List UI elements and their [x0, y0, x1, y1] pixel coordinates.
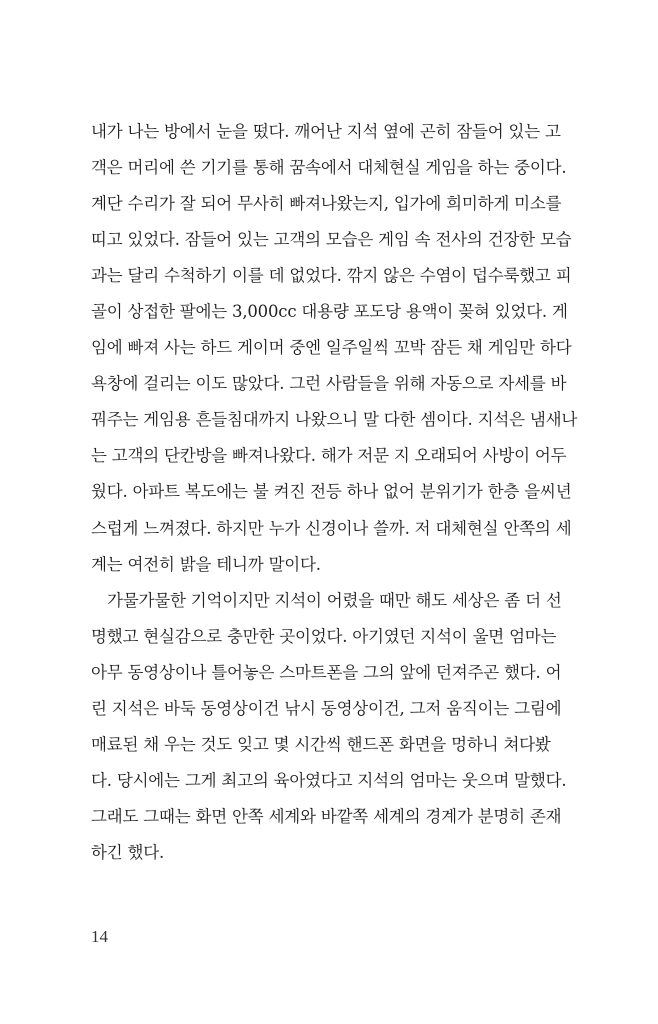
text-line: 웠다. 아파트 복도에는 불 켜진 전등 하나 없어 분위기가 한층 을씨년	[91, 482, 572, 502]
text-line: 다. 당시에는 그게 최고의 육아였다고 지석의 엄마는 웃으며 말했다.	[91, 770, 567, 790]
text-line: 매료된 채 우는 것도 잊고 몇 시간씩 핸드폰 화면을 멍하니 쳐다봤	[91, 734, 551, 754]
paragraph-2	[91, 583, 567, 871]
text-line: 명했고 현실감으로 충만한 곳이었다. 아기였던 지석이 울면 엄마는	[91, 626, 557, 646]
text-line: 임에 빠져 사는 하드 게이머 중엔 일주일씩 꼬박 잠든 채 게임만 하다	[91, 338, 572, 358]
body-text	[91, 114, 578, 871]
text-line: 욕창에 걸리는 이도 많았다. 그런 사람들을 위해 자동으로 자세를 바	[91, 374, 567, 394]
text-line: 스럽게 느껴졌다. 하지만 누가 신경이나 쓸까. 저 대체현실 안쪽의 세	[91, 518, 572, 538]
text-line: 계는 여전히 밝을 테니까 말이다.	[91, 554, 321, 574]
text-line: 꿔주는 게임용 흔들침대까지 나왔으니 말 다한 셈이다. 지석은 냄새나	[91, 410, 578, 430]
text-line: 내가 나는 방에서 눈을 떴다. 깨어난 지석 옆에 곤히 잠들어 있는 고	[91, 122, 561, 141]
text-line: 객은 머리에 쓴 기기를 통해 꿈속에서 대체현실 게임을 하는 중이다.	[91, 158, 567, 178]
text-line: 골이 상접한 팔에는 3,000cc 대용량 포도당 용액이 꽂혀 있었다. 게	[91, 302, 568, 322]
paragraph-1	[91, 114, 578, 583]
text-line: 계단 수리가 잘 되어 무사히 빠져나왔는지, 입가에 희미하게 미소를	[91, 194, 562, 214]
text-line: 그래도 그때는 화면 안쪽 세계와 바깥쪽 세계의 경계가 분명히 존재	[91, 806, 562, 826]
text-line: 는 고객의 단칸방을 빠져나왔다. 해가 저문 지 오래되어 사방이 어두	[91, 446, 567, 466]
page-number: 14	[91, 927, 108, 946]
text-line: 가물가물한 기억이지만 지석이 어렸을 때만 해도 세상은 좀 더 선	[107, 590, 562, 610]
text-line: 띠고 있었다. 잠들어 있는 고객의 모습은 게임 속 전사의 건장한 모습	[91, 230, 572, 250]
text-line: 아무 동영상이나 틀어놓은 스마트폰을 그의 앞에 던져주곤 했다. 어	[91, 662, 562, 682]
text-line: 린 지석은 바둑 동영상이건 낚시 동영상이건, 그저 움직이는 그림에	[91, 698, 562, 718]
text-line: 과는 달리 수척하기 이를 데 없었다. 깎지 않은 수염이 덥수룩했고 피	[91, 266, 572, 286]
text-line: 하긴 했다.	[91, 842, 165, 862]
